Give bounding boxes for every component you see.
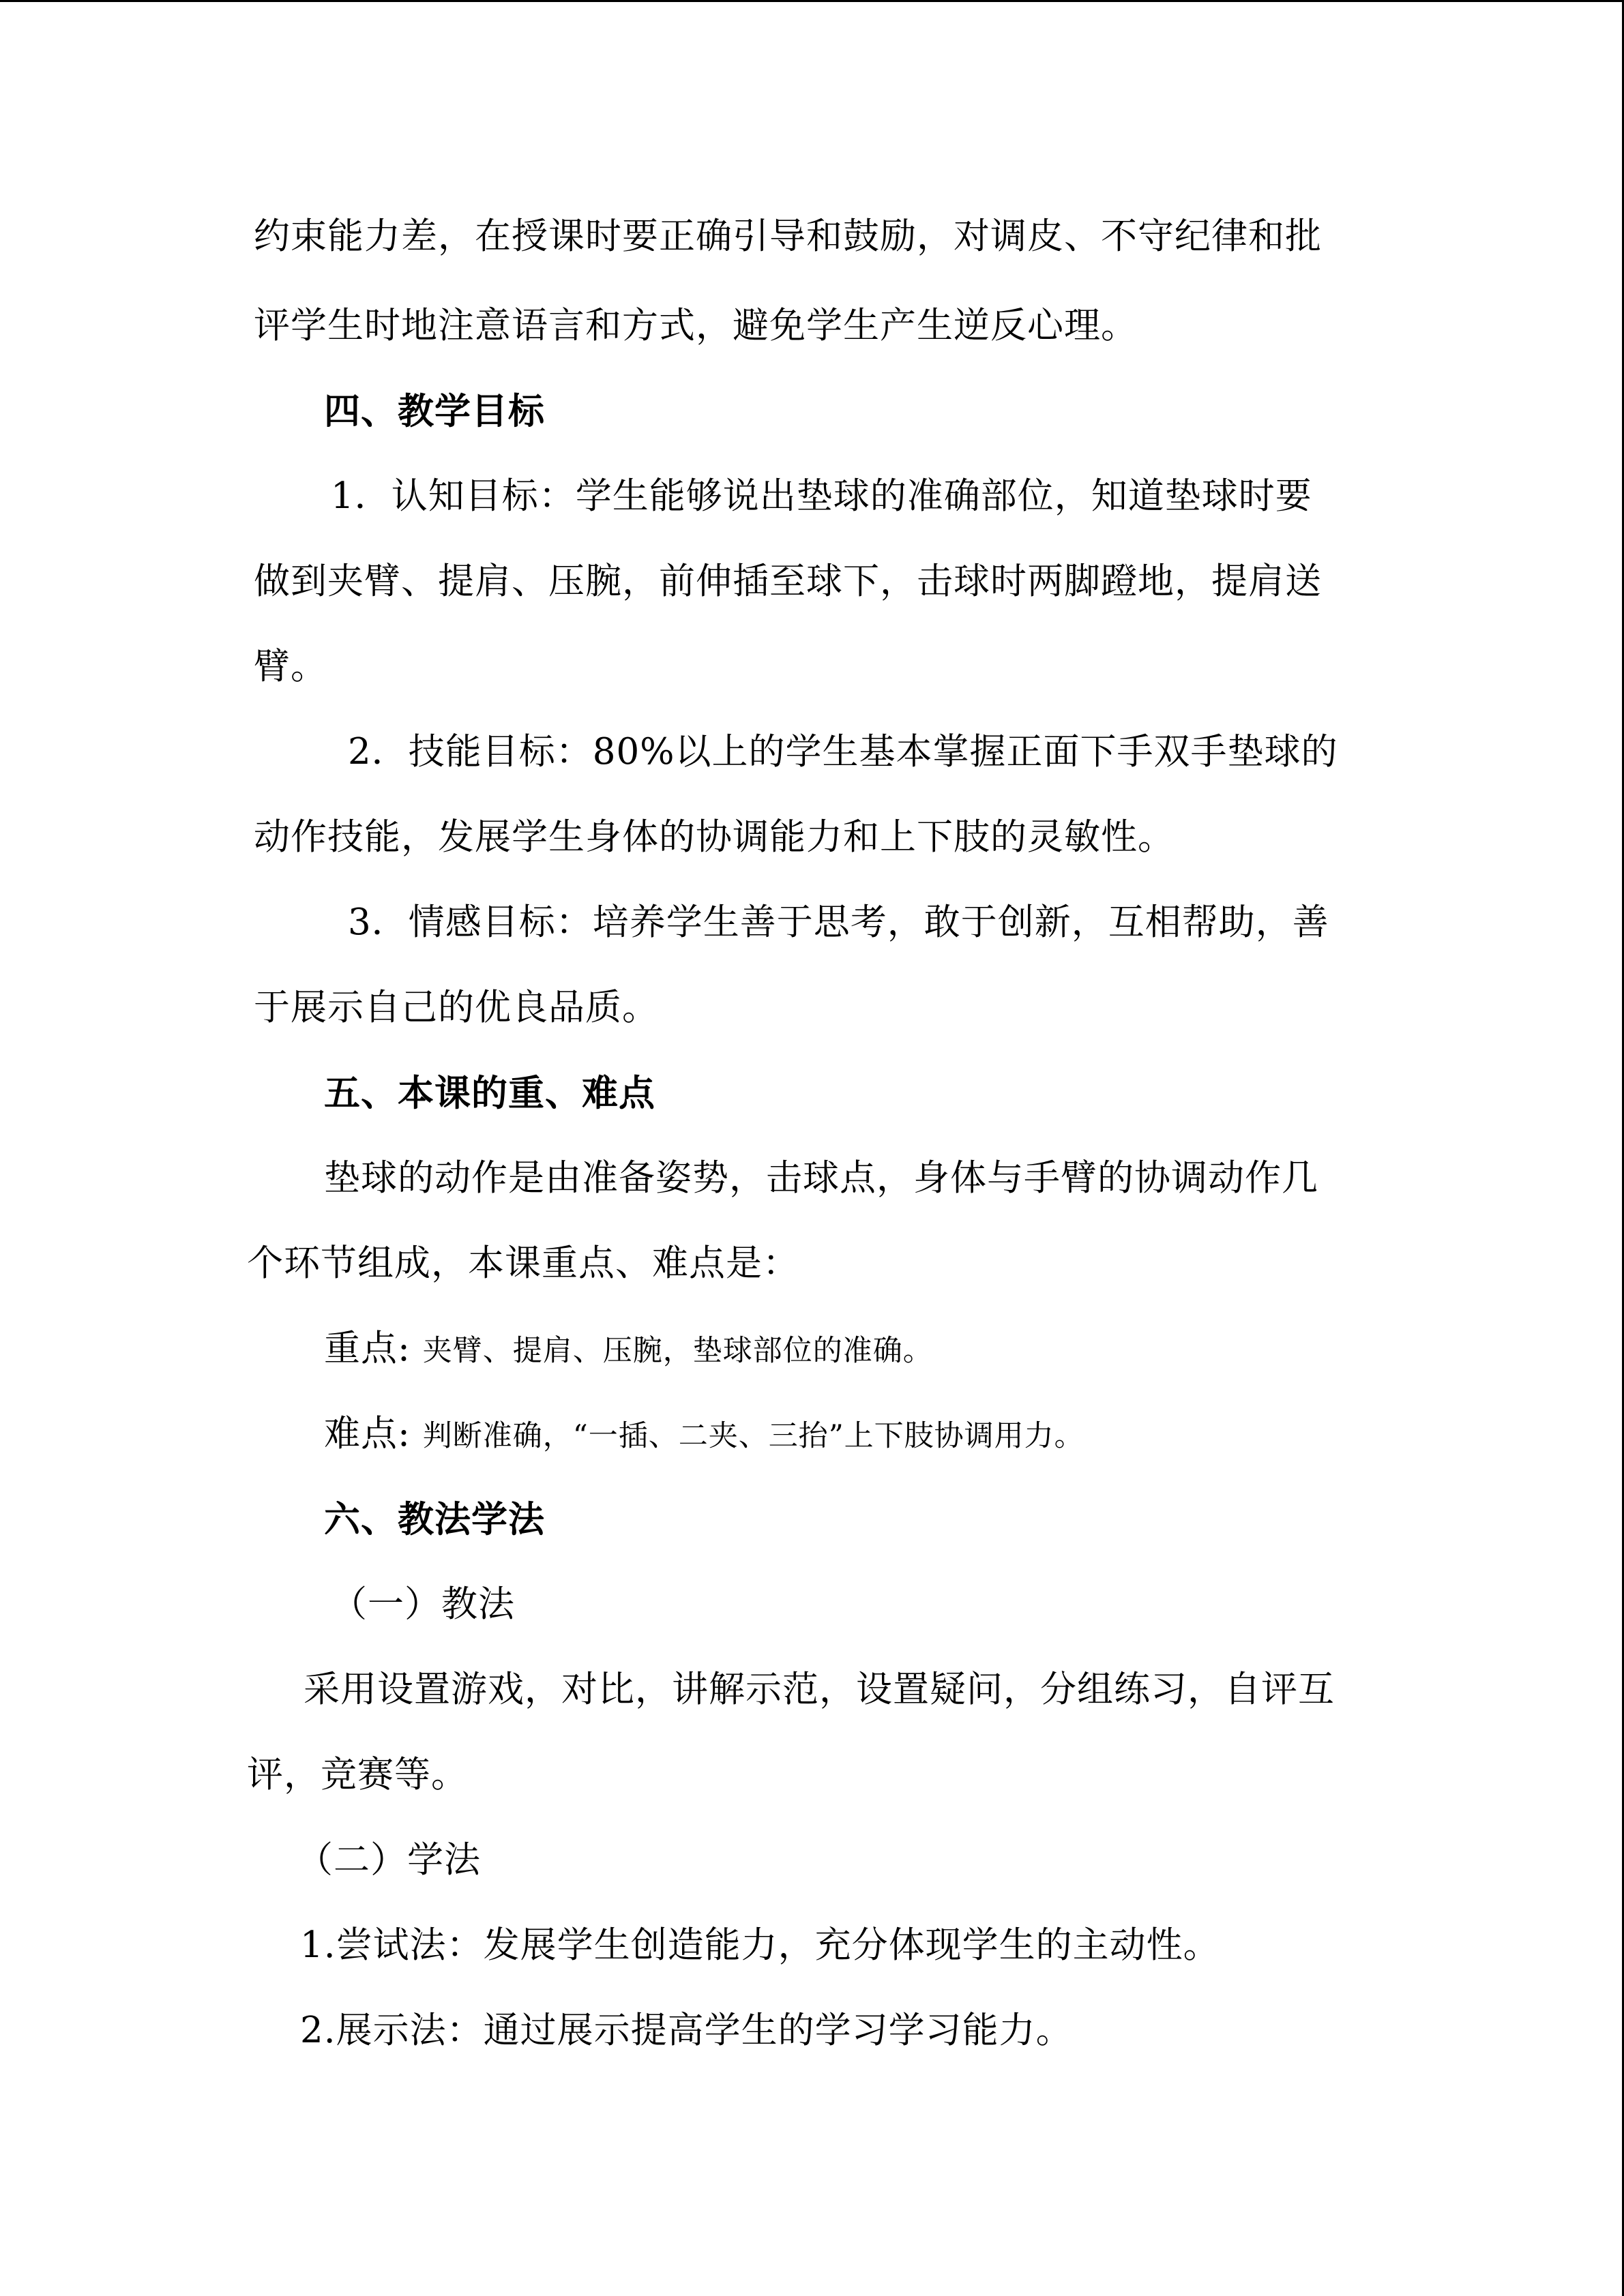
key-point-text: 夹臂、提肩、压腕，垫球部位的准确。 [422,1334,933,1368]
focus-para-line-2: 个环节组成，本课重点、难点是： [247,1242,799,1284]
teaching-line-1: 采用设置游戏，对比，讲解示范，设置疑问，分组练习，自评互 [304,1669,1335,1710]
teaching-line-2: 评，竞赛等。 [247,1754,468,1795]
goal-3-line-2: 于展示自己的优良品质。 [254,987,659,1028]
goal-2-line-1: 2．技能目标：80%以上的学生基本掌握正面下手双手垫球的 [348,731,1338,773]
section-6-heading: 六、教法学法 [324,1498,545,1540]
goal-1-line-1: 1．认知目标：学生能够说出垫球的准确部位，知道垫球时要 [331,475,1312,517]
learning-method-2: 2.展示法：通过展示提高学生的学习学习能力。 [300,2010,1073,2051]
goal-1-line-3: 臂。 [254,646,327,687]
learning-method-heading: （二）学法 [297,1839,481,1881]
difficulty-label: 难点: [324,1413,411,1455]
difficulty-text: 判断准确，“一插、二夹、三抬”上下肢协调用力。 [422,1419,1084,1453]
difficulty-point [324,1412,1084,1458]
section-4-heading: 四、教学目标 [324,390,545,432]
learning-method-1: 1.尝试法：发展学生创造能力，充分体现学生的主动性。 [300,1924,1220,1966]
section-5-heading: 五、本课的重、难点 [324,1072,655,1114]
teaching-method-heading: （一）教法 [331,1583,515,1625]
goal-2-line-2: 动作技能，发展学生身体的协调能力和上下肢的灵敏性。 [254,816,1175,858]
focus-para-line-1: 垫球的动作是由准备姿势，击球点，身体与手臂的协调动作几 [324,1157,1318,1199]
goal-1-line-2: 做到夹臂、提肩、压腕，前伸插至球下，击球时两脚蹬地，提肩送 [254,561,1322,602]
intro-line-1: 约束能力差，在授课时要正确引导和鼓励，对调皮、不守纪律和批 [254,215,1322,257]
goal-3-line-1: 3．情感目标：培养学生善于思考，敢于创新，互相帮助，善 [348,901,1329,943]
key-point-label: 重点: [324,1328,411,1369]
key-point [324,1327,933,1373]
intro-line-2: 评学生时地注意语言和方式，避免学生产生逆反心理。 [254,305,1138,346]
